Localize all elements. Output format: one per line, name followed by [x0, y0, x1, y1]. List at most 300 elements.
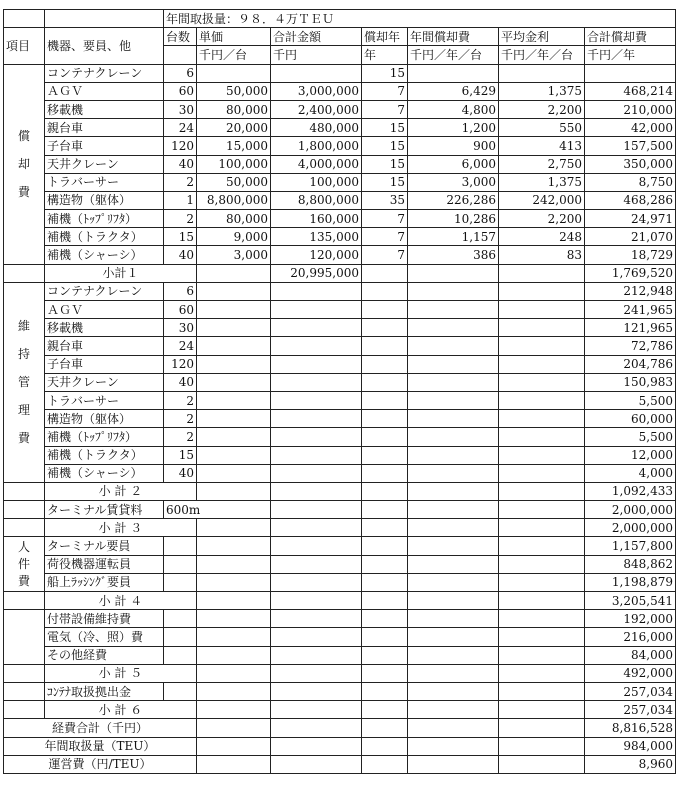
- subtotal-row: [4, 482, 676, 500]
- count-cell: 40: [164, 246, 197, 264]
- table-row: [4, 464, 676, 482]
- table-row: [4, 82, 676, 100]
- header-total-dep: 合計償却費: [585, 28, 676, 46]
- empty-cell: [197, 610, 271, 628]
- table-row: [4, 428, 676, 446]
- table-row: [4, 210, 676, 228]
- title-row: [4, 10, 676, 28]
- equipment-name: トラバーサー: [45, 173, 164, 191]
- empty-cell: [271, 719, 362, 737]
- equipment-name: ＡＧＶ: [45, 301, 164, 319]
- empty-cell: [197, 719, 271, 737]
- empty-cell: [271, 373, 362, 391]
- section-label-maintenance: [4, 282, 45, 482]
- unit-price-cell: 20,000: [197, 119, 271, 137]
- count-cell: 24: [164, 119, 197, 137]
- empty-cell: [362, 755, 408, 773]
- total-amount-cell: 2,400,000: [271, 100, 362, 118]
- empty-cell: [499, 537, 585, 555]
- count-cell: 30: [164, 319, 197, 337]
- annual-dep-cell: 4,800: [408, 100, 499, 118]
- unit-annual-dep: 千円／年／台: [408, 46, 499, 64]
- unit-price-cell: [197, 64, 271, 82]
- total-dep-cell: 8,750: [585, 173, 676, 191]
- equipment-name: 親台車: [45, 119, 164, 137]
- count-cell: 120: [164, 137, 197, 155]
- header-row: [4, 28, 676, 46]
- total-dep-cell: [585, 64, 676, 82]
- empty-cell: [362, 319, 408, 337]
- subtotal-label: 小 計 ５: [45, 664, 197, 682]
- empty-cell: [197, 428, 271, 446]
- total-dep-cell: 42,000: [585, 119, 676, 137]
- annual-dep-cell: 6,000: [408, 155, 499, 173]
- empty-cell: [197, 482, 271, 500]
- table-row: [4, 100, 676, 118]
- total-dep-cell: 192,000: [585, 610, 676, 628]
- equipment-name: 天井クレーン: [45, 373, 164, 391]
- empty-cell: [197, 282, 271, 300]
- section-label-char: 維: [17, 319, 30, 334]
- empty-cell: [271, 482, 362, 500]
- table-row: [4, 410, 676, 428]
- section-label-char: 管: [17, 375, 30, 390]
- empty-cell: [362, 573, 408, 591]
- total-dep-cell: 210,000: [585, 100, 676, 118]
- annual-dep-cell: 226,286: [408, 191, 499, 209]
- empty-cell: [499, 701, 585, 719]
- empty-cell: [197, 555, 271, 573]
- staff-name: 荷役機器運転員: [45, 555, 164, 573]
- total-dep-cell: 4,000: [585, 464, 676, 482]
- equipment-name: 移載機: [45, 319, 164, 337]
- empty-cell: [164, 573, 197, 591]
- empty-cell: [197, 519, 271, 537]
- empty-cell: [4, 682, 45, 700]
- empty-cell: [362, 719, 408, 737]
- empty-cell: [408, 737, 499, 755]
- unit-total-amount: 千円: [271, 46, 362, 64]
- table-row: [4, 337, 676, 355]
- total-dep-cell: 84,000: [585, 646, 676, 664]
- empty-cell: [499, 755, 585, 773]
- expense-name: 電気（冷、照）費: [45, 628, 164, 646]
- empty-cell: [197, 391, 271, 409]
- total-dep-cell: 468,214: [585, 82, 676, 100]
- count-cell: 40: [164, 464, 197, 482]
- empty-cell: [408, 719, 499, 737]
- equipment-name: 補機（ﾄｯﾌﾟﾘﾌﾀ）: [45, 210, 164, 228]
- empty-cell: [499, 664, 585, 682]
- equipment-name: 子台車: [45, 137, 164, 155]
- empty-cell: [362, 592, 408, 610]
- empty-cell: [362, 501, 408, 519]
- empty-cell: [362, 428, 408, 446]
- empty-cell: [362, 337, 408, 355]
- empty-cell: [197, 755, 271, 773]
- empty-cell: [499, 428, 585, 446]
- section-label-char: 理: [17, 403, 30, 418]
- table-row: [4, 501, 676, 519]
- header-count: 台数: [164, 28, 197, 46]
- empty-cell: [362, 410, 408, 428]
- annual-dep-cell: 1,157: [408, 228, 499, 246]
- empty-cell: [271, 446, 362, 464]
- dep-years-cell: 7: [362, 210, 408, 228]
- section-label-char: 費: [17, 573, 30, 588]
- empty-cell: [499, 282, 585, 300]
- unit-price-cell: 3,000: [197, 246, 271, 264]
- grand-total-row: [4, 719, 676, 737]
- subtotal-total-dep: 1,769,520: [585, 264, 676, 282]
- table-row: [4, 610, 676, 628]
- total-dep-cell: 60,000: [585, 410, 676, 428]
- empty-cell: [4, 519, 45, 537]
- empty-cell: [197, 464, 271, 482]
- total-amount-cell: [271, 64, 362, 82]
- total-dep-cell: 21,070: [585, 228, 676, 246]
- empty-cell: [4, 501, 45, 519]
- equipment-name: 構造物（躯体）: [45, 410, 164, 428]
- empty-cell: [271, 573, 362, 591]
- section-label-char: 費: [17, 185, 30, 200]
- empty-cell: [408, 355, 499, 373]
- grand-total-label: 運営費（円/TEU）: [4, 755, 197, 773]
- empty-cell: [408, 501, 499, 519]
- total-dep-cell: 1,198,879: [585, 573, 676, 591]
- total-dep-cell: 24,971: [585, 210, 676, 228]
- empty-cell: [164, 610, 197, 628]
- unit-unit-price: 千円／台: [197, 46, 271, 64]
- empty-cell: [408, 592, 499, 610]
- empty-cell: [499, 373, 585, 391]
- header-equipment: 機器、要員、他: [45, 28, 164, 64]
- dep-years-cell: 7: [362, 246, 408, 264]
- empty-cell: [362, 682, 408, 700]
- equipment-name: 構造物（躯体）: [45, 191, 164, 209]
- empty-cell: [4, 610, 45, 665]
- empty-cell: [499, 592, 585, 610]
- table-row: [4, 555, 676, 573]
- annual-dep-cell: 3,000: [408, 173, 499, 191]
- empty-cell: [499, 501, 585, 519]
- subtotal-row: [4, 592, 676, 610]
- equipment-name: 子台車: [45, 355, 164, 373]
- subtotal-label: 小 計 ４: [45, 592, 197, 610]
- total-amount-cell: 8,800,000: [271, 191, 362, 209]
- empty-cell: [164, 646, 197, 664]
- total-dep-cell: 204,786: [585, 355, 676, 373]
- avg-interest-cell: 242,000: [499, 191, 585, 209]
- count-cell: 120: [164, 355, 197, 373]
- empty-cell: [408, 628, 499, 646]
- empty-cell: [197, 446, 271, 464]
- empty-cell: [362, 464, 408, 482]
- empty-cell: [362, 482, 408, 500]
- equipment-name: コンテナクレーン: [45, 64, 164, 82]
- equipment-name: トラバーサー: [45, 391, 164, 409]
- equipment-name: 補機（シャーシ）: [45, 464, 164, 482]
- empty-cell: [271, 428, 362, 446]
- table-row: [4, 191, 676, 209]
- expense-name: 付帯設備維持費: [45, 610, 164, 628]
- empty-cell: [197, 664, 271, 682]
- equipment-name: 補機（トラクタ）: [45, 446, 164, 464]
- expense-name: その他経費: [45, 646, 164, 664]
- header-item: 項目: [4, 28, 45, 64]
- annual-dep-cell: 10,286: [408, 210, 499, 228]
- empty-cell: [499, 391, 585, 409]
- empty-cell: [408, 337, 499, 355]
- empty-cell: [408, 482, 499, 500]
- empty-cell: [408, 610, 499, 628]
- empty-cell: [408, 646, 499, 664]
- unit-avg-interest: 千円／年／台: [499, 46, 585, 64]
- avg-interest-cell: 2,200: [499, 210, 585, 228]
- section-label-char: 却: [17, 157, 30, 172]
- table-row: [4, 537, 676, 555]
- table-title: 年間取扱量：９８．４万ＴＥＵ: [164, 10, 676, 28]
- staff-name: ターミナル要員: [45, 537, 164, 555]
- total-dep-cell: 157,500: [585, 137, 676, 155]
- empty-cell: [408, 573, 499, 591]
- total-dep-cell: 2,000,000: [585, 501, 676, 519]
- dep-years-cell: 7: [362, 100, 408, 118]
- subtotal-row: [4, 701, 676, 719]
- table-row: [4, 155, 676, 173]
- subtotal-label: 小 計 ３: [45, 519, 197, 537]
- total-dep-cell: 216,000: [585, 628, 676, 646]
- avg-interest-cell: 1,375: [499, 82, 585, 100]
- avg-interest-cell: 413: [499, 137, 585, 155]
- empty-cell: [197, 682, 271, 700]
- count-cell: 6: [164, 64, 197, 82]
- total-amount-cell: 100,000: [271, 173, 362, 191]
- equipment-name: ターミナル賃貸料: [45, 501, 164, 519]
- subtotal-total-dep: 3,205,541: [585, 592, 676, 610]
- unit-price-cell: 80,000: [197, 210, 271, 228]
- total-dep-cell: 5,500: [585, 428, 676, 446]
- empty-cell: [197, 537, 271, 555]
- dep-years-cell: 15: [362, 155, 408, 173]
- table-row: [4, 682, 676, 700]
- count-cell: 40: [164, 155, 197, 173]
- empty-cell: [362, 701, 408, 719]
- unit-price-cell: 100,000: [197, 155, 271, 173]
- empty-cell: [197, 737, 271, 755]
- lease-length: 600m: [164, 501, 271, 519]
- empty-cell: [362, 391, 408, 409]
- empty-cell: [408, 373, 499, 391]
- empty-cell: [499, 646, 585, 664]
- avg-interest-cell: 550: [499, 119, 585, 137]
- unit-price-cell: 15,000: [197, 137, 271, 155]
- empty-cell: [197, 592, 271, 610]
- count-cell: 60: [164, 301, 197, 319]
- empty-cell: [271, 519, 362, 537]
- empty-cell: [4, 482, 45, 500]
- count-cell: 2: [164, 210, 197, 228]
- empty-cell: [271, 282, 362, 300]
- total-amount-cell: 160,000: [271, 210, 362, 228]
- total-dep-cell: 468,286: [585, 191, 676, 209]
- empty-cell: [499, 319, 585, 337]
- empty-cell: [408, 537, 499, 555]
- annual-dep-cell: [408, 64, 499, 82]
- table-row: [4, 64, 676, 82]
- section-label-char: 持: [17, 347, 30, 362]
- empty-cell: [499, 264, 585, 282]
- dep-years-cell: 15: [362, 119, 408, 137]
- empty-cell: [408, 301, 499, 319]
- grand-total-value: 984,000: [585, 737, 676, 755]
- empty-cell: [164, 537, 197, 555]
- empty-cell: [271, 628, 362, 646]
- dep-years-cell: 15: [362, 64, 408, 82]
- empty-cell: [197, 319, 271, 337]
- table-row: [4, 373, 676, 391]
- grand-total-row: [4, 755, 676, 773]
- empty-cell: [499, 355, 585, 373]
- table-row: [4, 246, 676, 264]
- equipment-name: 補機（シャーシ）: [45, 246, 164, 264]
- total-dep-cell: 18,729: [585, 246, 676, 264]
- section-label-char: 件: [17, 556, 30, 571]
- staff-name: 船上ﾗｯｼﾝｸﾞ要員: [45, 573, 164, 591]
- empty-cell: [164, 682, 197, 700]
- empty-cell: [499, 464, 585, 482]
- empty-cell: [362, 737, 408, 755]
- annual-dep-cell: 6,429: [408, 82, 499, 100]
- unit-dep-years: 年: [362, 46, 408, 64]
- empty-cell: [197, 264, 271, 282]
- table-row: [4, 628, 676, 646]
- empty-cell: [362, 355, 408, 373]
- empty-cell: [271, 610, 362, 628]
- section-label-char: 人: [17, 539, 30, 554]
- header-avg-interest: 平均金利: [499, 28, 585, 46]
- empty-cell: [164, 628, 197, 646]
- table-row: [4, 173, 676, 191]
- empty-cell: [271, 319, 362, 337]
- equipment-name: 天井クレーン: [45, 155, 164, 173]
- total-dep-cell: 12,000: [585, 446, 676, 464]
- count-cell: 2: [164, 428, 197, 446]
- total-dep-cell: 257,034: [585, 682, 676, 700]
- count-cell: 15: [164, 446, 197, 464]
- count-cell: 6: [164, 282, 197, 300]
- empty-cell: [197, 410, 271, 428]
- empty-cell: [499, 682, 585, 700]
- grand-total-value: 8,816,528: [585, 719, 676, 737]
- total-dep-cell: 350,000: [585, 155, 676, 173]
- empty-cell: [271, 701, 362, 719]
- table-row: [4, 228, 676, 246]
- empty-cell: [362, 610, 408, 628]
- total-amount-cell: 120,000: [271, 246, 362, 264]
- empty-cell: [408, 428, 499, 446]
- section-label-personnel: [4, 537, 45, 592]
- empty-cell: [499, 482, 585, 500]
- empty-cell: [408, 664, 499, 682]
- subtotal-row: [4, 264, 676, 282]
- grand-total-value: 8,960: [585, 755, 676, 773]
- header-annual-dep: 年間償却費: [408, 28, 499, 46]
- empty-cell: [362, 537, 408, 555]
- empty-cell: [197, 355, 271, 373]
- count-cell: 2: [164, 173, 197, 191]
- table-row: [4, 301, 676, 319]
- total-dep-cell: 5,500: [585, 391, 676, 409]
- empty-cell: [164, 555, 197, 573]
- equipment-name: コンテナクレーン: [45, 282, 164, 300]
- table-row: [4, 119, 676, 137]
- annual-dep-cell: 900: [408, 137, 499, 155]
- empty-cell: [271, 646, 362, 664]
- empty-cell: [499, 555, 585, 573]
- empty-cell: [271, 682, 362, 700]
- empty-cell: [408, 264, 499, 282]
- empty-cell: [362, 555, 408, 573]
- empty-cell: [271, 464, 362, 482]
- table-row: [4, 446, 676, 464]
- subtotal-label: 小 計 ２: [45, 482, 197, 500]
- subtotal-label: 小 計 ６: [45, 701, 197, 719]
- empty-cell: [408, 519, 499, 537]
- empty-cell: [499, 719, 585, 737]
- total-dep-cell: 121,965: [585, 319, 676, 337]
- empty-cell: [271, 301, 362, 319]
- total-amount-cell: 1,800,000: [271, 137, 362, 155]
- avg-interest-cell: [499, 64, 585, 82]
- total-amount-cell: 4,000,000: [271, 155, 362, 173]
- empty-cell: [499, 628, 585, 646]
- unit-total-dep: 千円／年: [585, 46, 676, 64]
- annual-dep-cell: 386: [408, 246, 499, 264]
- count-cell: 2: [164, 391, 197, 409]
- avg-interest-cell: 1,375: [499, 173, 585, 191]
- total-dep-cell: 72,786: [585, 337, 676, 355]
- dep-years-cell: 35: [362, 191, 408, 209]
- dep-years-cell: 7: [362, 228, 408, 246]
- grand-total-label: 経費合計（千円）: [4, 719, 197, 737]
- empty-cell: [271, 410, 362, 428]
- empty-cell: [271, 664, 362, 682]
- header-total-amount: 合計金額: [271, 28, 362, 46]
- empty-cell: [362, 646, 408, 664]
- unit-price-cell: 9,000: [197, 228, 271, 246]
- empty-cell: [362, 519, 408, 537]
- count-cell: 15: [164, 228, 197, 246]
- empty-cell: [197, 701, 271, 719]
- unit-price-cell: 80,000: [197, 100, 271, 118]
- empty-cell: [4, 592, 45, 610]
- empty-cell: [271, 355, 362, 373]
- empty-cell: [408, 555, 499, 573]
- empty-cell: [197, 301, 271, 319]
- empty-cell: [408, 319, 499, 337]
- grand-total-row: [4, 737, 676, 755]
- table-row: [4, 573, 676, 591]
- empty-cell: [499, 410, 585, 428]
- empty-cell: [362, 282, 408, 300]
- table-row: [4, 391, 676, 409]
- empty-cell: [499, 737, 585, 755]
- empty-cell: [408, 410, 499, 428]
- empty-cell: [271, 555, 362, 573]
- header-dep-years: 償却年: [362, 28, 408, 46]
- cost-table: [3, 9, 676, 774]
